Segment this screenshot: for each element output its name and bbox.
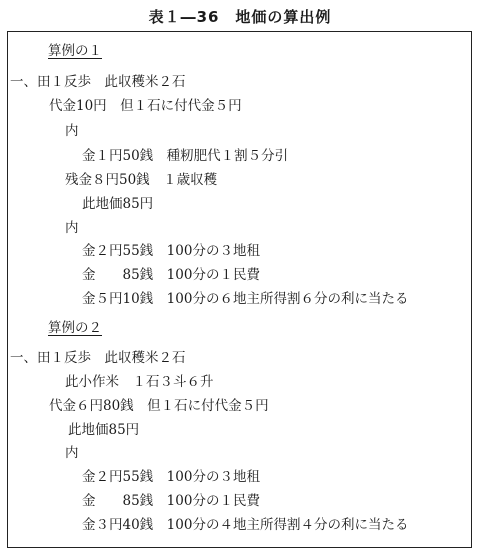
example2-line-2: 此小作米 １石３斗６升 [65, 374, 214, 390]
example2-line-1: 一、田１反歩 此収穫米２石 [10, 350, 186, 366]
example2-line-4: 此地価85円 [68, 422, 140, 438]
example1-line-10: 金５円10銭 100分の６地主所得割６分の利に当たる [82, 291, 409, 307]
example1-line-7: 内 [65, 220, 79, 236]
example2-line-8: 金３円40銭 100分の４地主所得割４分の利に当たる [82, 517, 409, 533]
example2-line-6: 金２円55銭 100分の３地租 [82, 469, 260, 485]
example1-line-2: 代金10円 但１石に付代金５円 [49, 98, 242, 114]
table-title: 表１―36 地価の算出例 [148, 8, 332, 26]
example1-line-6: 此地価85円 [82, 196, 154, 212]
example1-line-9: 金 85銭 100分の１民費 [82, 267, 260, 283]
example1-line-8: 金２円55銭 100分の３地租 [82, 243, 260, 259]
example2-line-7: 金 85銭 100分の１民費 [82, 493, 260, 509]
example1-line-5: 残金８円50銭 １歳収穫 [65, 172, 218, 188]
example2-line-5: 内 [65, 445, 79, 461]
example2-line-3: 代金６円80銭 但１石に付代金５円 [49, 398, 269, 414]
example1-line-3: 内 [65, 123, 79, 139]
example1-heading: 算例の１ [48, 43, 102, 59]
example2-heading: 算例の２ [48, 320, 102, 336]
example1-line-1: 一、田１反歩 此収穫米２石 [10, 74, 186, 90]
example1-line-4: 金１円50銭 種籾肥代１割５分引 [82, 148, 289, 164]
